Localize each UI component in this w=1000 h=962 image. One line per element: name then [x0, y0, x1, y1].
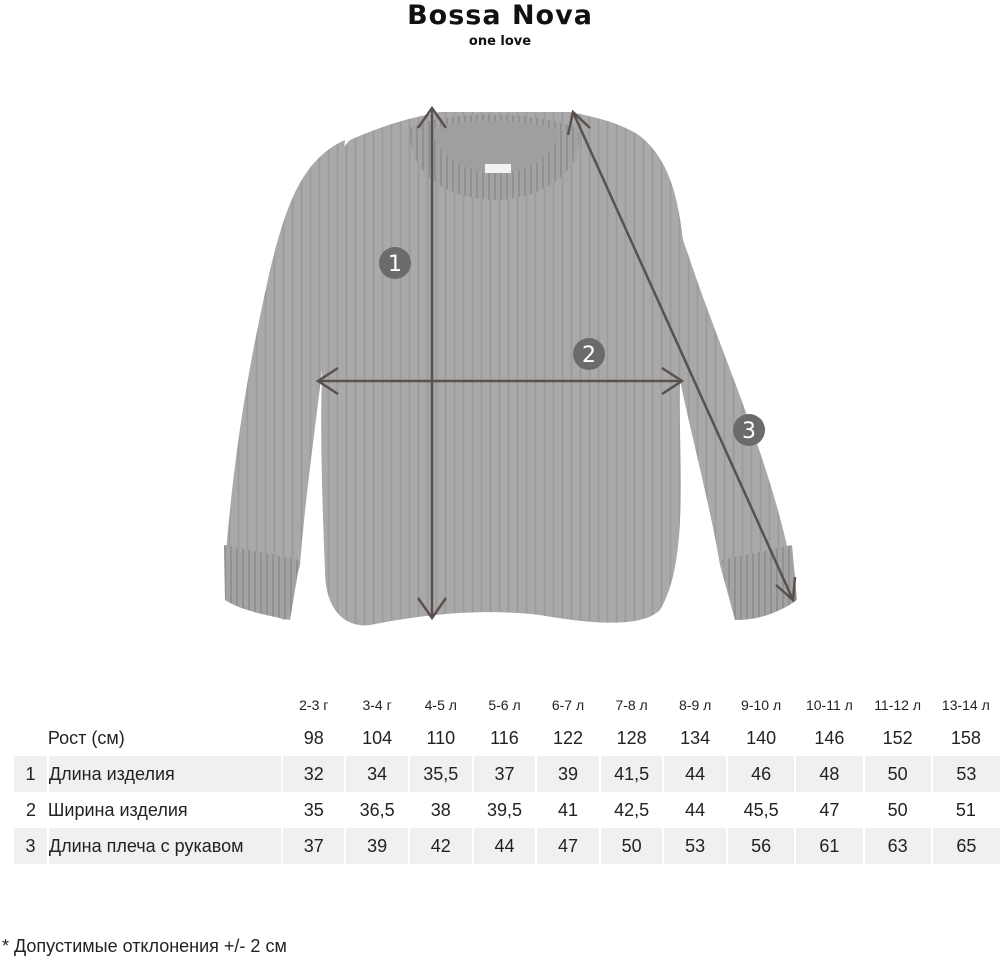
table-cell: 56 — [727, 828, 795, 864]
table-cell: 98 — [303, 727, 324, 748]
table-cell: 50 — [864, 756, 932, 792]
age-header: 11-12 л — [874, 697, 922, 713]
age-header: 3-4 г — [362, 697, 392, 713]
table-cell: 39 — [536, 756, 599, 792]
age-header: 5-6 л — [488, 697, 521, 713]
table-cell: 50 — [887, 799, 908, 820]
table-cell: 42 — [409, 828, 473, 864]
table-cell: 104 — [362, 727, 393, 748]
row-label: Ширина изделия — [47, 799, 188, 820]
svg-text:3: 3 — [742, 419, 756, 444]
row-number — [14, 720, 48, 756]
table-cell: 53 — [663, 828, 726, 864]
table-cell: 42,5 — [614, 799, 650, 820]
svg-text:2: 2 — [582, 343, 596, 368]
table-cell: 47 — [819, 799, 840, 820]
table-cell: 35 — [303, 799, 324, 820]
table-cell: 48 — [795, 756, 863, 792]
neck-label — [485, 164, 511, 173]
row-label: Рост (см) — [47, 727, 125, 748]
table-cell: 36,5 — [359, 799, 395, 820]
row-number: 1 — [14, 756, 48, 792]
table-cell: 44 — [663, 756, 726, 792]
table-cell: 32 — [282, 756, 345, 792]
table-cell: 39,5 — [486, 799, 522, 820]
age-header: 9-10 л — [741, 697, 782, 713]
table-cell: 44 — [473, 828, 537, 864]
age-header: 10-11 л — [805, 697, 853, 713]
table-cell: 53 — [932, 756, 1000, 792]
table-cell: 37 — [282, 828, 345, 864]
table-row-length — [14, 756, 1000, 792]
table-cell: 110 — [426, 727, 456, 748]
table-cell: 61 — [795, 828, 863, 864]
table-cell: 140 — [746, 727, 777, 748]
table-cell: 158 — [950, 727, 981, 748]
marker-2 — [573, 338, 605, 370]
brand-title: Bossa Nova — [407, 0, 593, 31]
age-header: 4-5 л — [424, 697, 457, 713]
table-row-sleeve — [14, 828, 1000, 864]
tolerance-footnote: * Допустимые отклонения +/- 2 см — [2, 936, 287, 956]
marker-3 — [733, 414, 765, 446]
size-table — [14, 690, 1000, 864]
table-cell: 152 — [882, 727, 913, 748]
table-cell: 51 — [955, 799, 976, 820]
table-cell: 128 — [616, 727, 647, 748]
table-cell: 38 — [430, 799, 451, 820]
table-cell: 116 — [490, 727, 519, 748]
age-header-row — [14, 690, 1000, 720]
table-cell: 146 — [814, 727, 845, 748]
table-cell: 41 — [557, 799, 579, 820]
marker-1 — [379, 247, 411, 279]
table-cell: 50 — [600, 828, 664, 864]
age-header: 13-14 л — [941, 697, 990, 713]
table-cell: 41,5 — [600, 756, 664, 792]
table-cell: 63 — [864, 828, 932, 864]
table-cell: 35,5 — [409, 756, 473, 792]
brand-subtitle: one love — [468, 34, 532, 49]
sweater-illustration — [224, 112, 797, 625]
row-label: Длина плеча с рукавом — [48, 828, 282, 864]
table-cell: 122 — [552, 727, 584, 748]
table-cell: 45,5 — [743, 799, 779, 820]
table-row-width — [14, 792, 1000, 828]
sweater-measurement-diagram — [0, 90, 1000, 640]
row-number: 3 — [14, 828, 48, 864]
age-header: 6-7 л — [551, 697, 585, 713]
row-number: 2 — [25, 799, 36, 820]
row-label: Длина изделия — [48, 756, 282, 792]
age-header: 7-8 л — [615, 697, 648, 713]
table-cell: 46 — [727, 756, 795, 792]
table-cell: 34 — [345, 756, 409, 792]
age-header: 2-3 г — [299, 697, 329, 713]
table-cell: 134 — [680, 727, 711, 748]
table-row-height — [14, 720, 1000, 756]
age-header: 8-9 л — [679, 697, 712, 713]
table-cell: 39 — [345, 828, 409, 864]
table-cell: 65 — [932, 828, 1000, 864]
svg-text:1: 1 — [388, 252, 402, 277]
table-cell: 44 — [685, 799, 706, 820]
table-cell: 37 — [473, 756, 537, 792]
table-cell: 47 — [536, 828, 599, 864]
